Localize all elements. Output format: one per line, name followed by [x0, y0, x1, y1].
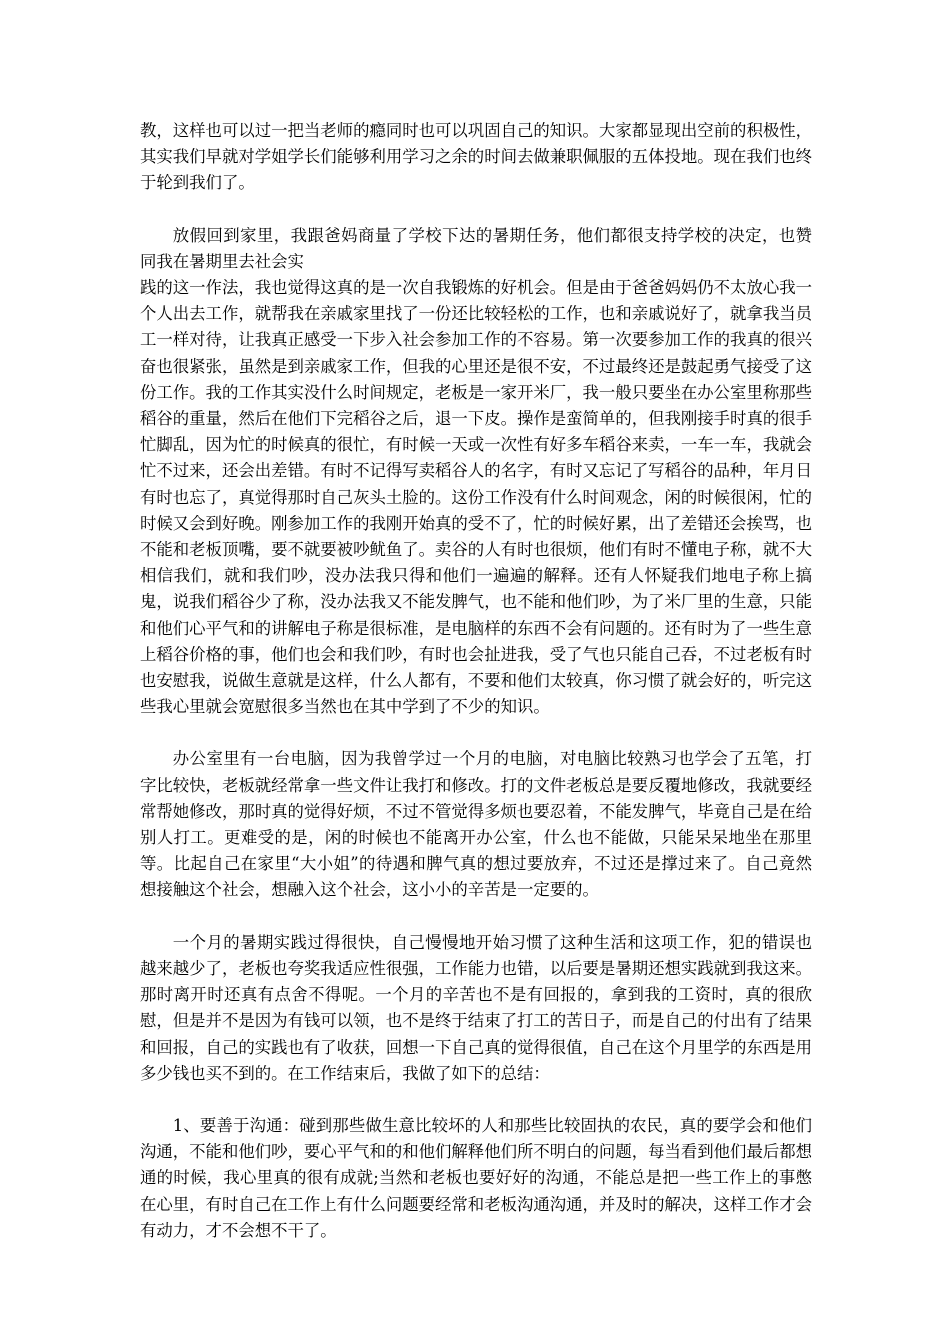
paragraph-spacer	[140, 1087, 812, 1113]
paragraph-2	[140, 223, 812, 721]
paragraph-3: 办公室里有一台电脑，因为我曾学过一个月的电脑，对电脑比较熟习也学会了五笔，打字比较快，老板就经常拿一些文件让我打和修改。打的文件老板总是要反覆地修改，我就要经常帮她修改，那时真的觉得好烦，不过不管觉得多烦也要忍着，不能发脾气，毕竟自己是在给别人打工。更难受的是，闲的时候也不能离开办公室，什么也不能做，只能呆呆地坐在那里等。比起自己在家里“大小姐”的待遇和脾气真的想过要放弃，不过还是撑过来了。自己竟然想接触这个社会，想融入这个社会，这小小的辛苦是一定要的。	[140, 749, 813, 900]
paragraph-spacer	[140, 197, 812, 223]
paragraph-4: 一个月的暑期实践过得很快，自己慢慢地开始习惯了这种生活和这项工作，犯的错误也越来越少了，老板也夸奖我适应性很强，工作能力也错，以后要是暑期还想实践就到我这来。那时离开时还真有点舍不得呢。一个月的辛苦也不是有回报的，拿到我的工资时，真的很欣慰，但是并不是因为有钱可以领，也不是终于结束了打工的苦日子，而是自己的付出有了结果和回报，自己的实践也有了收获，回想一下自己真的觉得很值，自己在这个月里学的东西是用多少钱也买不到的。在工作结束后，我做了如下的总结：	[140, 932, 813, 1083]
document-page	[140, 118, 812, 1244]
paragraph-5-summary-point-1: 1、要善于沟通：碰到那些做生意比较坏的人和那些比较固执的农民，真的要学会和他们沟通，不能和他们吵，要心平气和的和他们解释他们所不明白的问题，每当看到他们最后都想通的时候，我心里真的很有成就;当然和老板也要好好的沟通，不能总是把一些工作上的事憋在心里，有时自己在工作上有什么问题要经常和老板沟通沟通，并及时的解决，这样工作才会有动力，才不会想不干了。	[140, 1115, 813, 1240]
paragraph-spacer	[140, 720, 812, 746]
paragraph-1: 教，这样也可以过一把当老师的瘾同时也可以巩固自己的知识。大家都显现出空前的积极性，其实我们早就对学姐学长们能够利用学习之余的时间去做兼职佩服的五体投地。现在我们也终于轮到我们了。	[140, 121, 813, 193]
paragraph-spacer	[140, 904, 812, 930]
paragraph-2-first-line: 放假回到家里，我跟爸妈商量了学校下达的暑期任务，他们都很支持学校的决定，也赞同我在暑期里去社会实	[140, 225, 812, 271]
paragraph-2-body: 践的这一作法，我也觉得这真的是一次自我锻炼的好机会。但是由于爸爸妈妈仍不太放心我一个人出去工作，就帮我在亲戚家里找了一份还比较轻松的工作，也和亲戚说好了，就拿我当员工一样对待，让我真正感受一下步入社会参加工作的不容易。第一次要参加工作的我真的很兴奋也很紧张，虽然是到亲戚家工作，但我的心里还是很不安，不过最终还是鼓起勇气接受了这份工作。我的工作其实没什么时间规定，老板是一家开米厂，我一般只要坐在办公室里称那些稻谷的重量，然后在他们下完稻谷之后，退一下皮。操作是蛮简单的，但我刚接手时真的很手忙脚乱，因为忙的时候真的很忙，有时候一天或一次性有好多车稻谷来卖，一车一车，我就会忙不过来，还会出差错。有时不记得写卖稻谷人的名字，有时又忘记了写稻谷的品种，年月日有时也忘了，真觉得那时自己灰头土脸的。这份工作没有什么时间观念，闲的时候很闲，忙的时候又会到好晚。刚参加工作的我刚开始真的受不了，忙的时候好累，出了差错还会挨骂，也不能和老板顶嘴，要不就要被吵鱿鱼了。卖谷的人有时也很烦，他们有时不懂电子称，就不大相信我们，就和我们吵，没办法我只得和他们一遍遍的解释。还有人怀疑我们地电子称上搞鬼，说我们稻谷少了称，没办法我又不能发脾气，也不能和他们吵，为了米厂里的生意，只能和他们心平气和的讲解电子称是很标准，是电脑样的东西不会有问题的。还有时为了一些生意上稻谷价格的事，他们也会和我们吵，有时也会扯进我，受了气也只能自己吞，不过老板有时也安慰我，说做生意就是这样，什么人都有，不要和他们太较真，你习惯了就会好的，听完这些我心里就会宽慰很多当然也在其中学到了不少的知识。	[140, 278, 813, 717]
